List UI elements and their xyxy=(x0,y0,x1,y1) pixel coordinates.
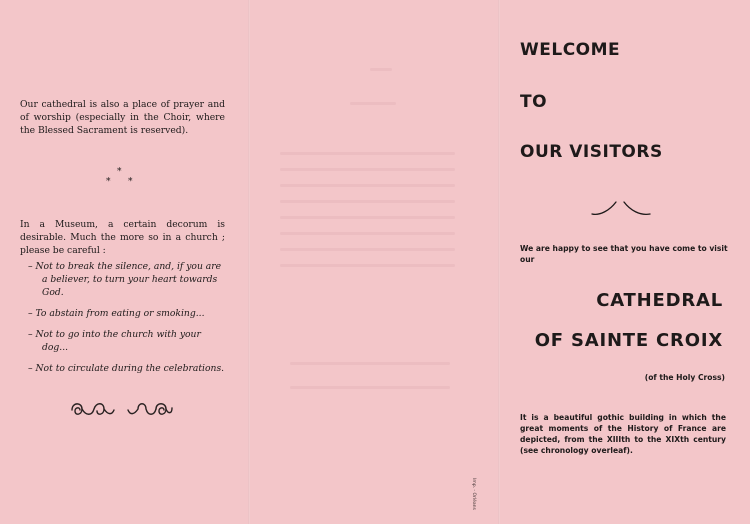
middle-panel xyxy=(250,0,498,524)
welcome-paragraph: We are happy to see that you have come to visit our xyxy=(520,244,728,264)
swash-ornament-icon xyxy=(590,198,652,220)
show-through-mark xyxy=(350,102,396,105)
rules-list xyxy=(28,260,228,383)
show-through-mark xyxy=(280,232,455,235)
holy-cross-subtitle: (of the Holy Cross) xyxy=(644,373,725,382)
rule-silence: – Not to break the silence, and, if you are a believer, to turn your heart towards God. xyxy=(28,261,222,298)
visitors-heading: OUR VISITORS xyxy=(520,142,663,162)
show-through-mark xyxy=(280,184,455,187)
cathedral-heading: CATHEDRAL xyxy=(596,290,723,311)
welcome-heading: WELCOME xyxy=(520,40,621,60)
rule-celebrations: – Not to circulate during the celebrations. xyxy=(28,363,225,374)
show-through-mark xyxy=(280,200,455,203)
rule-eating: – To abstain from eating or smoking... xyxy=(28,308,205,319)
flourish-ornament-icon xyxy=(66,396,176,422)
to-heading: TO xyxy=(520,92,548,112)
sainte-croix-heading: OF SAINTE CROIX xyxy=(534,330,723,351)
show-through-mark xyxy=(370,68,392,71)
decorum-paragraph: In a Museum, a certain decorum is desirable. Much the more so in a church ; please be careful : xyxy=(20,219,225,256)
show-through-mark xyxy=(280,168,455,171)
show-through-mark xyxy=(280,248,455,251)
show-through-mark xyxy=(280,264,455,267)
left-panel xyxy=(0,0,248,524)
show-through-mark xyxy=(280,152,455,155)
star-top: * xyxy=(117,167,122,177)
star-right: * xyxy=(128,177,133,187)
show-through-mark xyxy=(290,362,450,365)
prayer-paragraph: Our cathedral is also a place of prayer and of worship (especially in the Choir, where the Blessed Sacrament is reserved). xyxy=(20,99,225,136)
show-through-mark xyxy=(280,216,455,219)
star-left: * xyxy=(106,177,111,187)
show-through-mark xyxy=(290,386,450,389)
star-separator xyxy=(100,168,140,190)
rule-dog: – Not to go into the church with your dog... xyxy=(28,329,201,353)
description-paragraph: It is a beautiful gothic building in which the great moments of the History of France are depicted, from the XIIIth to the XIXth century (see chronology overleaf). xyxy=(520,413,726,455)
printer-credit: Imp. - Orléans xyxy=(471,478,476,510)
